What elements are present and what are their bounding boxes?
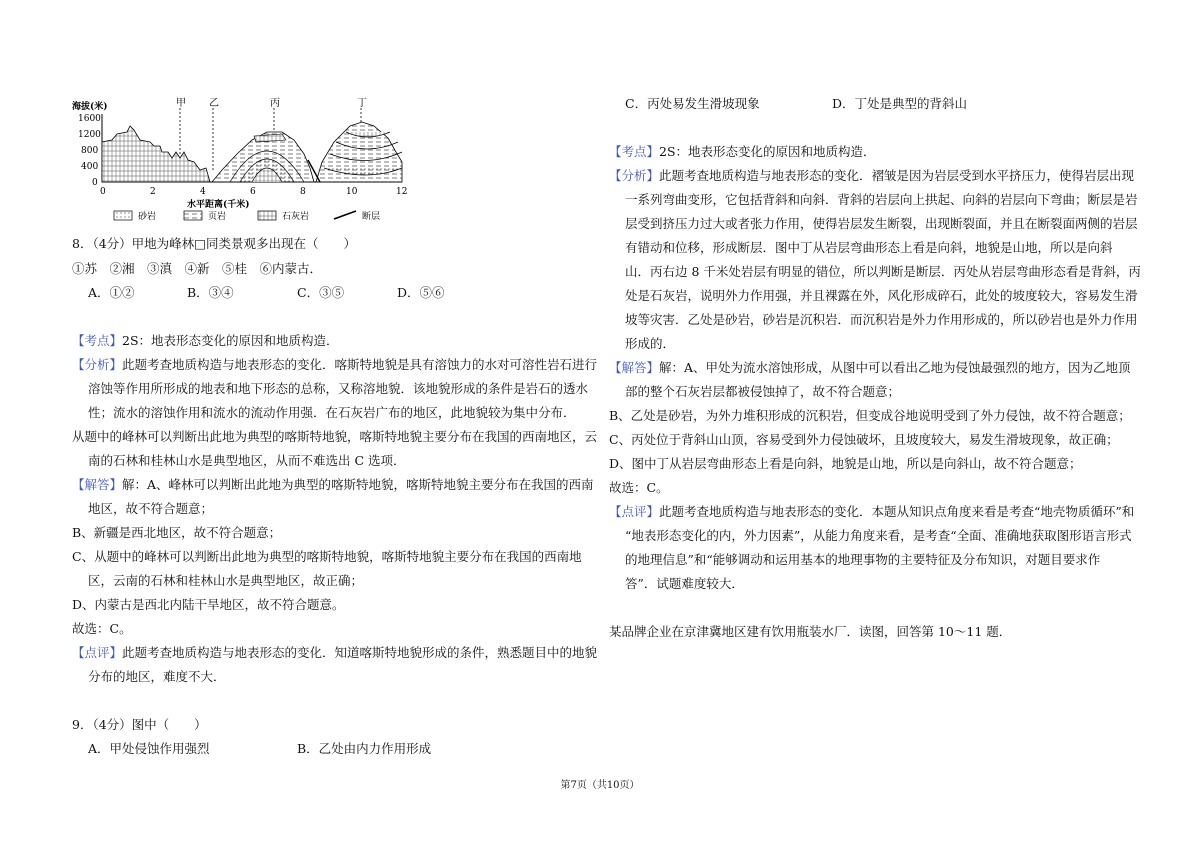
dianping-tag: 【点评】 [72,645,123,660]
jieda-line: 地区，故不符合题意； [88,501,214,516]
fenxi-line: 一系列弯曲变形，它包括背斜和向斜．背斜的岩层向上拱起、向斜的岩层向下弯曲；断层是岩 [625,192,1138,207]
fenxi-line: 坡等灾害．乙处是砂岩，砂岩是沉积岩．而沉积岩是外力作用形成的，所以砂岩也是外力作用 [625,312,1138,327]
jieda-line: 故选：C。 [609,480,669,495]
q9-option-d: D．丁处是典型的背斜山 [832,96,968,111]
x-axis-title: 水平距离(千米) [187,200,250,210]
jieda-line: D、内蒙古是西北内陆干旱地区，故不符合题意。 [72,597,345,612]
q9-option-c: C．丙处易发生滑坡现象 [625,96,760,111]
jieda-line [72,477,594,493]
fenxi-line: 层受到挤压力过大或者张力作用，使得岩层发生断裂，出现断裂面，并且在断裂面两侧的岩层 [625,216,1138,231]
jieda-line [609,360,1131,376]
jieda-line: C、丙处位于背斜山山顶，容易受到外力侵蚀破坏，且坡度较大，易发生滑坡现象，故正确； [609,432,1119,447]
jieda-tag: 【解答】 [609,360,660,375]
jieda-line: 部的整个石灰岩层都被侵蚀掉了，故不符合题意； [625,384,901,399]
dianping-tag: 【点评】 [609,504,660,519]
fenxi-line: 南的石林和桂林山水是典型地区，从而不难选出 C 选项． [88,453,406,468]
q9-option-b: B．乙处由内力作用形成 [297,741,432,756]
fenxi-line: 形成的． [625,336,676,351]
site-label-ding: 丁 [357,98,367,109]
legend-limestone: 石灰岩 [282,212,310,222]
jieda-text: 解：A、甲处为流水溶蚀形成，从图中可以看出乙地为侵蚀最强烈的地方，因为乙地顶 [659,360,1131,375]
kaodian-tag: 【考点】 [609,144,660,159]
fenxi-line [72,357,597,373]
dianping-line [609,504,1134,520]
y-tick: 1200 [78,130,101,140]
kaodian-tag: 【考点】 [72,333,123,348]
dianping-text: 此题考查地质构造与地表形态的变化．本题从知识点角度来看是考查“地壳物质循环”和 [659,504,1135,519]
fenxi-line: 处是石灰岩，说明外力作用强，并且裸露在外，风化形成碎石，此处的坡度较大，容易发生滑 [625,288,1138,303]
dianping-line: 分布的地区，难度不大． [88,669,226,684]
q9-title: 9．（4分）图中（ ） [72,717,207,732]
fenxi-line: 性；流水的溶蚀作用和流水的流动作用强．在石灰岩广布的地区，此地貌较为集中分布． [88,405,576,420]
kaodian-text: 2S：地表形态变化的原因和地质构造． [122,333,339,348]
x-tick: 4 [200,187,206,197]
jieda-text: 解：A、峰林可以判断出此地为典型的喀斯特地貌，喀斯特地貌主要分布在我国的西南 [122,477,594,492]
q8-title: 8．（4分）甲地为峰林□同类景观多出现在（ ） [72,236,356,251]
q10-intro: 某品牌企业在京津冀地区建有饮用瓶装水厂．读图，回答第 10～11 题． [609,624,1012,639]
jieda-line: C、从题中的峰林可以判断出此地为典型的喀斯特地貌，喀斯特地貌主要分布在我国的西南地 [72,549,582,564]
y-axis-title: 海拔(米) [72,102,108,112]
kaodian-paragraph [609,144,876,160]
fenxi-tag: 【分析】 [609,168,660,183]
legend-fault: 断层 [362,212,381,222]
site-label-yi: 乙 [209,98,219,109]
fenxi-line [609,168,1134,184]
x-tick: 8 [300,187,306,197]
page-footer: 第7页（共10页） [560,780,640,791]
y-tick: 800 [81,146,99,156]
jieda-line: 故选：C。 [72,621,132,636]
x-tick: 0 [100,187,106,197]
q8-option-a: A．①② [88,285,135,300]
q9-option-a: A．甲处侵蚀作用强烈 [88,741,210,756]
fenxi-text: 此题考查地质构造与地表形态的变化．褶皱是因为岩层受到水平挤压力，使得岩层出现 [659,168,1135,183]
jieda-line: D、图中丁从岩层弯曲形态上看是向斜，地貌是山地，所以是向斜山，故不符合题意； [609,456,1082,471]
jieda-line: B、新疆是西北地区，故不符合题意； [72,525,282,540]
geologic-profile-figure [72,96,412,232]
legend-shale: 页岩 [208,212,227,222]
fenxi-line: 溶蚀等作用所形成的地表和地下形态的总称，又称溶地貌．该地貌形成的条件是岩石的透水 [88,381,589,396]
fenxi-line: 山．丙右边 8 千米处岩层有明显的错位，所以判断是断层．丙处从岩层弯曲形态看是背斜，丙 [625,264,1141,279]
site-label-bing: 丙 [270,98,280,109]
dianping-line: 的地理信息”和“能够调动和运用基本的地理事物的主要特征及分布知识，对题目要求作 [625,552,1101,567]
dianping-line: 答”．试题难度较大． [625,576,744,591]
fenxi-text: 此题考查地质构造与地表形态的变化．喀斯特地貌是具有溶蚀力的水对可溶性岩石进行 [122,357,598,372]
jieda-tag: 【解答】 [72,477,123,492]
dianping-line [72,645,597,661]
q8-items: ①苏 ②湘 ③滇 ④新 ⑤桂 ⑥内蒙古． [72,261,323,276]
x-tick: 10 [346,187,358,197]
jieda-line: 区，云南的石林和桂林山水是典型地区，故正确； [88,573,364,588]
fenxi-line: 有错动和位移，形成断层．图中丁从岩层弯曲形态上看是向斜，地貌是山地，所以是向斜 [625,240,1113,255]
dianping-line: “地表形态变化的内，外力因素”，从能力角度来看，是考查“全面、准确地获取图形语言形式 [625,528,1132,543]
profile-svg [72,96,412,232]
fenxi-tag: 【分析】 [72,357,123,372]
dianping-text: 此题考查地质构造与地表形态的变化．知道喀斯特地貌形成的条件，熟悉题目中的地貌 [122,645,598,660]
q8-option-d: D．⑤⑥ [397,285,445,300]
legend-sandstone: 砂岩 [138,212,157,222]
x-tick: 6 [250,187,256,197]
kaodian-text: 2S：地表形态变化的原因和地质构造． [659,144,876,159]
x-tick: 12 [396,187,408,197]
y-tick: 1600 [78,114,101,124]
y-tick: 400 [81,162,99,172]
y-tick: 0 [92,178,98,188]
q8-option-c: C．③⑤ [297,285,345,300]
kaodian-paragraph [72,333,339,349]
fenxi-line: 从题中的峰林可以判断出此地为典型的喀斯特地貌，喀斯特地貌主要分布在我国的西南地区，云 [72,429,598,444]
jieda-line: B、乙处是砂岩，为外力堆积形成的沉积岩，但变成谷地说明受到了外力侵蚀，故不符合题意； [609,408,1131,423]
x-tick: 2 [150,187,156,197]
q8-option-b: B．③④ [187,285,234,300]
site-label-jia: 甲 [176,98,186,109]
